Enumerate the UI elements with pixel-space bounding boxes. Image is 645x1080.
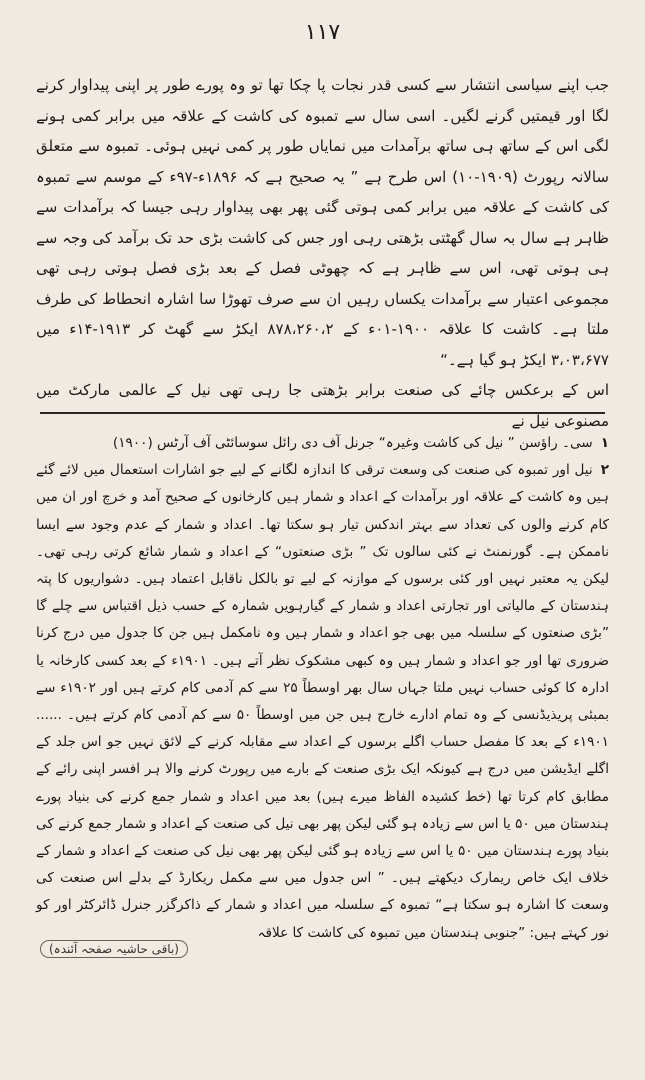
footnote-marker: ۱ [600,435,609,451]
footnote-text: سی۔ راؤسن ” نیل کی کاشت وغیرہ“ جرنل آف دی رائل سوسائٹی آف آرٹس (۱۹۰۰) [112,435,593,451]
footnotes [36,430,609,947]
footnote-text: نیل اور تمبوہ کی صنعت کی وسعت ترقی کا اندازہ لگانے کے لیے جو اشارات استعمال میں لائے گئے ہیں وہ کاشت کے علاقہ اور برآمدات کے اعداد و شمار ہیں کارخانوں کے صحیح آمد و خرچ اور ان میں کام کرنے والوں کی تعداد سے بہتر اندکس تیار ہو سکتا تھا۔ اعداد و شمار کے عدم وجود سے ایسا ناممکن ہے۔ گورنمنٹ نے کئی سالوں تک ” بڑی صنعتوں“ کے اعداد و شمار شائع کرتی رہی تھی۔ لیکن یہ معتبر نہیں اور کئی برسوں کے موازنہ کے لیے تو بالکل ناقابل اعتماد ہیں۔ دشواریوں کا پتہ ہندستان کے مالیاتی اور تجارتی اعداد و شمار کے گیارہویں شمارہ کے حسب ذیل اقتباس سے چلے گا ”بڑی صنعتوں کے سلسلہ میں بھی جو اعداد و شمار ہیں وہ نامکمل ہیں جن کا جدول میں درج کرنا ضروری تھا اور جو اعداد و شمار ہیں وہ کبھی مشکوک نظر آتے ہیں۔ ۱۹۰۱ء کے بعد کسی کارخانہ یا ادارہ کا کوئی حساب نہیں ملتا جہاں سال بھر اوسطاً ۲۵ سے کم آدمی کام کرتے ہیں اور ۱۹۰۲ء سے بمبئی پریذیڈنسی کے وہ تمام ادارے خارج ہیں جن میں اوسطاً ۵۰ سے کم آدمی کام کرتے ہیں۔ ...... ۱۹۰۱ء کے بعد کا مفصل حساب اگلے برسوں کے اعداد سے مقابلہ کرنے کے لائق نہیں جو اس جلد کے اگلے ایڈیشن میں درج ہے کیونکہ ایک بڑی صنعت کے بارے میں رپورٹ کرنے والا ہر افسر اپنی رائے کے مطابق کام کرتا تھا (خط کشیدہ الفاظ میرے ہیں) بعد میں اعداد و شمار جمع کرنے کی بنیاد پورے ہندستان میں ۵۰ یا اس سے زیادہ ہو گئی لیکن پھر بھی نیل کی صنعت کے اعداد و شمار جمع کرنے کی بنیاد پورے ہندستان میں ۵۰ یا اس سے زیادہ ہو گئی لیکن پھر بھی نیل کی صنعت کے اعداد و شمار کے خلاف ایک خاص ریمارک دیکھتے ہیں۔ ” اس جدول میں سے مکمل ریکارڈ کے بدلے اس صنعت کی وسعت کا اشارہ ہو سکتا ہے“ تمبوہ کے سلسلہ میں اعداد و شمار کے ذاکرگزر جنرل ڈائرکٹر اور کو نور کہتے ہیں: ”جنوبی ہندستان میں تمبوہ کی کاشت کا علاقہ [36,462,609,941]
main-paragraph-1: جب اپنے سیاسی انتشار سے کسی قدر نجات پا چکا تھا تو وہ پورے طور پر اپنی پیداوار کرنے لگا اور قیمتیں گرنے لگیں۔ اسی سال سے تمبوہ کی کاشت کے علاقہ میں برابر کمی ہونے لگی اس کے ساتھ ہی ساتھ برآمدات میں نمایاں طور پر کمی نہیں ہوئی۔ تمبوہ سے متعلق سالانہ رپورٹ (۱۹۰۹-۱۰) اس طرح ہے ” یہ صحیح ہے کہ ۱۸۹۶ء-۹۷ء کے موسم سے تمبوہ کی کاشت کے علاقہ میں برابر کمی ہوتی گئی پھر بھی پیداوار رہی جیسا کہ برآمدات سے ظاہر ہے سال بہ سال گھٹتی بڑھتی رہی اور جس کی کاشت بڑی حد تک برآمد کی وجہ سے ہی ہوتی تھی، اس سے ظاہر ہے کہ چھوٹی فصل کے بعد بڑی فصل ہوتی رہی تھی مجموعی اعتبار سے برآمدات یکساں رہیں ان سے صرف تھوڑا سا اشارہ انحطاط کی طرف ملتا ہے۔ کاشت کا علاقہ ۱۹۰۰-۰۱ء کے ۸۷۸،۲۶۰،۲ ایکڑ سے گھٹ کر ۱۹۱۳-۱۴ء میں ۳،۰۳،۶۷۷ ایکڑ ہو گیا ہے۔“ [36,76,609,369]
footnote-divider [40,412,605,414]
main-paragraph-2: اس کے برعکس چائے کی صنعت برابر بڑھتی جا رہی تھی نیل کے عالمی مارکٹ میں مصنوعی نیل نے [36,381,609,430]
footnote-2 [36,457,609,947]
page-number: ۱۱۷ [304,20,341,45]
continued-note: (باقی حاشیہ صفحہ آئندہ) [40,940,188,958]
main-text [36,70,609,436]
footnote-1 [36,430,609,457]
footnote-marker: ۲ [600,462,609,479]
